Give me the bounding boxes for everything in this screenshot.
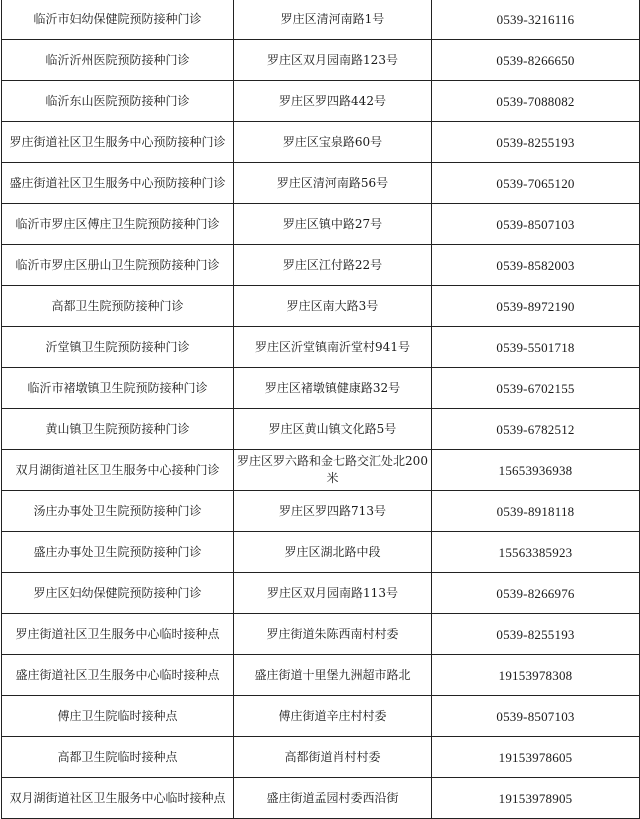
address-cell: 罗庄区南大路3号: [234, 286, 432, 327]
phone-cell: 15653936938: [432, 450, 640, 491]
table-row: [2, 409, 640, 450]
address-cell: 罗庄区湖北路中段: [234, 532, 432, 573]
address-cell: 罗庄区双月园南路113号: [234, 573, 432, 614]
address-cell: 罗庄街道朱陈西南村村委: [234, 614, 432, 655]
clinic-name-cell: 临沂沂州医院预防接种门诊: [2, 40, 234, 81]
address-cell: 高都街道肖村村委: [234, 737, 432, 778]
address-cell: 罗庄区宝泉路60号: [234, 122, 432, 163]
address-cell: 罗庄区罗六路和金七路交汇处北200米: [234, 450, 432, 491]
address-cell: 罗庄区罗四路442号: [234, 81, 432, 122]
clinic-name-cell: 临沂市褚墩镇卫生院预防接种门诊: [2, 368, 234, 409]
clinic-name-cell: 盛庄街道社区卫生服务中心预防接种门诊: [2, 163, 234, 204]
address-cell: 罗庄区双月园南路123号: [234, 40, 432, 81]
phone-cell: 0539-8918118: [432, 491, 640, 532]
clinic-name-cell: 罗庄街道社区卫生服务中心预防接种门诊: [2, 122, 234, 163]
clinic-name-cell: 双月湖街道社区卫生服务中心接种门诊: [2, 450, 234, 491]
clinic-name-cell: 汤庄办事处卫生院预防接种门诊: [2, 491, 234, 532]
table-row: [2, 368, 640, 409]
phone-cell: 0539-7088082: [432, 81, 640, 122]
table-row: [2, 491, 640, 532]
clinic-name-cell: 临沂市妇幼保健院预防接种门诊: [2, 0, 234, 40]
phone-cell: 15563385923: [432, 532, 640, 573]
address-cell: 罗庄区罗四路713号: [234, 491, 432, 532]
table-row: [2, 532, 640, 573]
table-row: [2, 737, 640, 778]
table-row: [2, 655, 640, 696]
phone-cell: 19153978905: [432, 778, 640, 819]
table-body: [2, 0, 640, 819]
clinic-name-cell: 罗庄区妇幼保健院预防接种门诊: [2, 573, 234, 614]
address-cell: 罗庄区江付路22号: [234, 245, 432, 286]
table-row: [2, 696, 640, 737]
table-row: [2, 122, 640, 163]
phone-cell: 19153978605: [432, 737, 640, 778]
address-cell: 罗庄区清河南路56号: [234, 163, 432, 204]
clinic-name-cell: 双月湖街道社区卫生服务中心临时接种点: [2, 778, 234, 819]
address-cell: 罗庄区沂堂镇南沂堂村941号: [234, 327, 432, 368]
address-cell: 罗庄区黄山镇文化路5号: [234, 409, 432, 450]
address-cell: 傅庄街道辛庄村村委: [234, 696, 432, 737]
clinic-name-cell: 临沂东山医院预防接种门诊: [2, 81, 234, 122]
phone-cell: 0539-3216116: [432, 0, 640, 40]
clinic-name-cell: 沂堂镇卫生院预防接种门诊: [2, 327, 234, 368]
address-cell: 盛庄街道孟园村委西沿街: [234, 778, 432, 819]
address-cell: 罗庄区清河南路1号: [234, 0, 432, 40]
table-row: [2, 614, 640, 655]
vaccination-clinic-table: [1, 0, 640, 819]
phone-cell: 0539-7065120: [432, 163, 640, 204]
clinic-name-cell: 盛庄街道社区卫生服务中心临时接种点: [2, 655, 234, 696]
address-cell: 罗庄区镇中路27号: [234, 204, 432, 245]
table-row: [2, 286, 640, 327]
table-row: [2, 163, 640, 204]
phone-cell: 0539-8507103: [432, 204, 640, 245]
phone-cell: 0539-8266650: [432, 40, 640, 81]
table-row: [2, 778, 640, 819]
clinic-name-cell: 黄山镇卫生院预防接种门诊: [2, 409, 234, 450]
phone-cell: 0539-8255193: [432, 122, 640, 163]
table-row: [2, 573, 640, 614]
table-row: [2, 40, 640, 81]
phone-cell: 0539-8507103: [432, 696, 640, 737]
clinic-name-cell: 临沂市罗庄区傅庄卫生院预防接种门诊: [2, 204, 234, 245]
clinic-name-cell: 临沂市罗庄区册山卫生院预防接种门诊: [2, 245, 234, 286]
table-row: [2, 245, 640, 286]
table-row: [2, 204, 640, 245]
clinic-name-cell: 高都卫生院临时接种点: [2, 737, 234, 778]
clinic-name-cell: 高都卫生院预防接种门诊: [2, 286, 234, 327]
phone-cell: 0539-8266976: [432, 573, 640, 614]
phone-cell: 0539-5501718: [432, 327, 640, 368]
phone-cell: 19153978308: [432, 655, 640, 696]
address-cell: 盛庄街道十里堡九洲超市路北: [234, 655, 432, 696]
phone-cell: 0539-8582003: [432, 245, 640, 286]
clinic-name-cell: 罗庄街道社区卫生服务中心临时接种点: [2, 614, 234, 655]
table-row: [2, 327, 640, 368]
phone-cell: 0539-8255193: [432, 614, 640, 655]
clinic-name-cell: 傅庄卫生院临时接种点: [2, 696, 234, 737]
table-row: [2, 81, 640, 122]
phone-cell: 0539-6782512: [432, 409, 640, 450]
phone-cell: 0539-6702155: [432, 368, 640, 409]
table-row: [2, 450, 640, 491]
address-cell: 罗庄区褚墩镇健康路32号: [234, 368, 432, 409]
clinic-name-cell: 盛庄办事处卫生院预防接种门诊: [2, 532, 234, 573]
table-row: [2, 0, 640, 40]
phone-cell: 0539-8972190: [432, 286, 640, 327]
